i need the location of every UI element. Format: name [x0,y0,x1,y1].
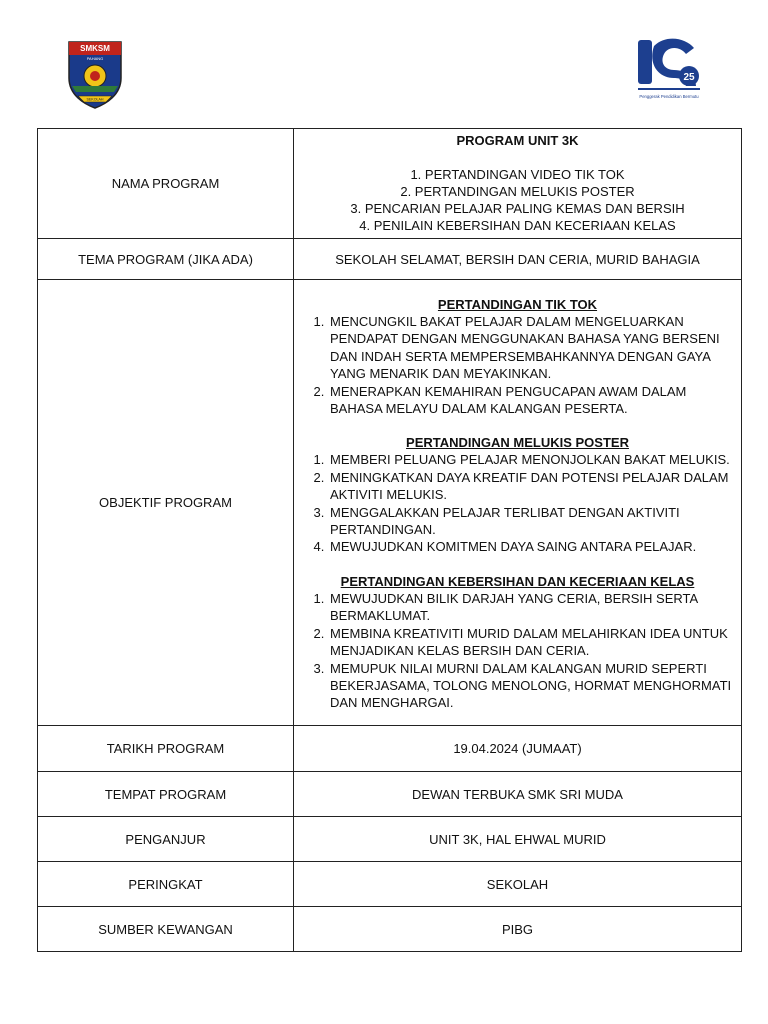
label-tempat: TEMPAT PROGRAM [38,772,294,817]
row-penganjur [38,817,742,862]
logo-tagline: Penggerak Pendidikan Bermutu [639,94,699,99]
row-nama-program [38,129,742,239]
value-penganjur: UNIT 3K, HAL EHWAL MURID [294,817,742,862]
objective-heading-poster: PERTANDINGAN MELUKIS POSTER [406,435,629,451]
objective-item: 1. MEWUJUDKAN BILIK DARJAH YANG CERIA, BERSIH SERTA BERMAKLUMAT. [328,590,735,625]
objective-item: 1. MEMBERI PELUANG PELAJAR MENONJOLKAN BAKAT MELUKIS. [328,451,735,468]
objective-item: 4. MEWUJUDKAN KOMITMEN DAYA SAING ANTARA PELAJAR. [328,538,735,555]
logo-25-mark: 25 [683,72,695,83]
objective-list-kebersihan [300,590,735,712]
label-sumber: SUMBER KEWANGAN [38,907,294,952]
row-tempat [38,772,742,817]
objective-heading-tiktok: PERTANDINGAN TIK TOK [437,297,598,312]
objective-item: 2. MENERAPKAN KEMAHIRAN PENGUCAPAN AWAM DALAM BAHASA MELAYU DALAM KALANGAN PESERTA. [328,383,735,418]
crest-bottom-text: SEKOLAH [86,97,104,102]
objective-item: 2. MENINGKATKAN DAYA KREATIF DAN POTENSI PELAJAR DALAM AKTIVITI MELUKIS. [328,469,735,504]
ministry-25-logo [634,36,704,106]
label-objektif: OBJEKTIF PROGRAM [38,280,294,726]
crest-top-text: SMKSM [80,44,110,53]
objective-list-tiktok [300,313,735,417]
crest-mid-text: PAHANG [86,56,104,61]
label-tema: TEMA PROGRAM (JIKA ADA) [38,239,294,280]
value-tempat: DEWAN TERBUKA SMK SRI MUDA [294,772,742,817]
program-list [294,166,741,234]
value-sumber: PIBG [294,907,742,952]
program-item: 1. PERTANDINGAN VIDEO TIK TOK [410,167,625,182]
label-penganjur: PENGANJUR [38,817,294,862]
program-item: 2. PERTANDINGAN MELUKIS POSTER [400,184,635,199]
label-peringkat: PERINGKAT [38,862,294,907]
value-objektif [294,280,742,726]
row-peringkat [38,862,742,907]
row-sumber [38,907,742,952]
value-tema: SEKOLAH SELAMAT, BERSIH DAN CERIA, MURID BAHAGIA [294,239,742,280]
objective-item: 2. MEMBINA KREATIVITI MURID DALAM MELAHIRKAN IDEA UNTUK MENJADIKAN KELAS BERSIH DAN CERIA. [328,625,735,660]
label-tarikh: TARIKH PROGRAM [38,726,294,772]
objective-item: 1. MENCUNGKIL BAKAT PELAJAR DALAM MENGELUARKAN PENDAPAT DENGAN MENGGUNAKAN BAHASA YANG BERSENI DAN INDAH SERTA MEMPERSEMBAHKANNYA DENGAN GAYA YANG MENARIK DAN MEYAKINKAN. [328,313,735,383]
program-title: PROGRAM UNIT 3K [456,133,579,148]
objective-item: 3. MENGGALAKKAN PELAJAR TERLIBAT DENGAN AKTIVITI PERTANDINGAN. [328,504,735,539]
row-objektif [38,280,742,726]
label-nama-program: NAMA PROGRAM [38,129,294,239]
objective-item: 3. MEMUPUK NILAI MURNI DALAM KALANGAN MURID SEPERTI BEKERJASAMA, TOLONG MENOLONG, HORMAT MENGHORMATI DAN MENGHARGAI. [328,660,735,712]
objective-heading-kebersihan: PERTANDINGAN KEBERSIHAN DAN KECERIAAN KELAS [340,573,695,589]
program-details-table [37,128,742,952]
value-peringkat: SEKOLAH [294,862,742,907]
value-nama-program [294,129,742,239]
school-crest-logo [66,40,124,110]
objective-list-poster [300,451,735,555]
row-tema [38,239,742,280]
row-tarikh [38,726,742,772]
program-item: 3. PENCARIAN PELAJAR PALING KEMAS DAN BERSIH [350,201,685,216]
program-item: 4. PENILAIN KEBERSIHAN DAN KECERIAAN KELAS [359,218,676,233]
value-tarikh: 19.04.2024 (JUMAAT) [294,726,742,772]
